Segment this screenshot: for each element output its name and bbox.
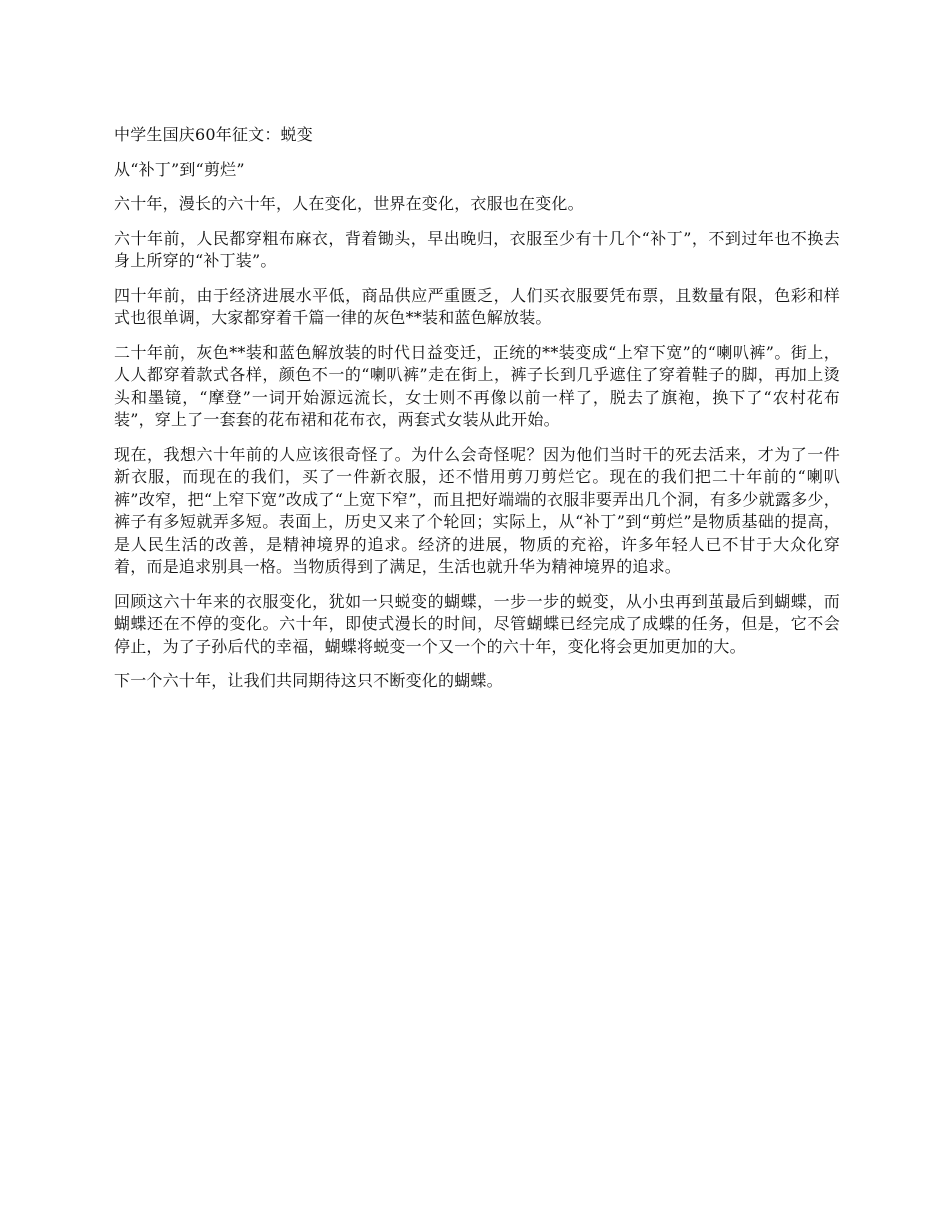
paragraph: 四十年前，由于经济进展水平低，商品供应严重匮乏，人们买衣服要凭布票，且数量有限，色彩和样式也很单调，大家都穿着千篇一律的灰色**装和蓝色解放装。	[114, 285, 840, 327]
paragraph: 回顾这六十年来的衣服变化，犹如一只蜕变的蝴蝶，一步一步的蜕变，从小虫再到茧最后到蝴蝶，而蝴蝶还在不停的变化。六十年，即使式漫长的时间，尽管蝴蝶已经完成了成蝶的任务，但是，它不会停止，为了子孙后代的幸福，蝴蝶将蜕变一个又一个的六十年，变化将会更加更加的大。	[114, 591, 840, 656]
document-body	[114, 124, 840, 705]
paragraph: 六十年，漫长的六十年，人在变化，世界在变化，衣服也在变化。	[114, 194, 584, 213]
paragraph: 现在，我想六十年前的人应该很奇怪了。为什么会奇怪呢？因为他们当时干的死去活来，才为了一件新衣服，而现在的我们，买了一件新衣服，还不惜用剪刀剪烂它。现在的我们把二十年前的“喇叭裤”改窄，把“上窄下宽”改成了“上宽下窄”，而且把好端端的衣服非要弄出几个洞，有多少就露多少，裤子有多短就弄多短。表面上，历史又来了个轮回；实际上，从“补丁”到“剪烂”是物质基础的提高，是人民生活的改善，是精神境界的追求。经济的进展，物质的充裕，许多年轻人已不甘于大众化穿着，而是追求别具一格。当物质得到了满足，生活也就升华为精神境界的追求。	[114, 444, 840, 576]
document-title: 中学生国庆60年征文：蜕变	[114, 125, 313, 144]
paragraph: 下一个六十年，让我们共同期待这只不断变化的蝴蝶。	[114, 671, 503, 690]
paragraph: 六十年前，人民都穿粗布麻衣，背着锄头，早出晚归，衣服至少有十几个“补丁”，不到过年也不换去身上所穿的“补丁装”。	[114, 228, 840, 270]
paragraph: 二十年前，灰色**装和蓝色解放装的时代日益变迁，正统的**装变成“上窄下宽”的“喇叭裤”。街上，人人都穿着款式各样，颜色不一的“喇叭裤”走在街上，裤子长到几乎遮住了穿着鞋子的脚，再加上烫头和墨镜，“摩登”一词开始源远流长，女士则不再像以前一样了，脱去了旗袍，换下了“农村花布装”，穿上了一套套的花布裙和花布衣，两套式女装从此开始。	[114, 342, 840, 429]
document-subtitle: 从“补丁”到“剪烂”	[114, 159, 245, 179]
